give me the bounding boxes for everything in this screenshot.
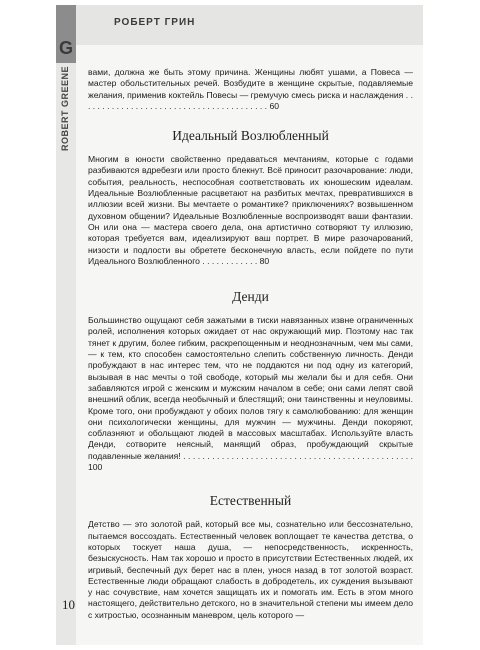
section-title-natural: Естественный — [209, 493, 292, 509]
intro-entry — [88, 67, 413, 112]
logo-letter: G — [59, 38, 74, 58]
book-page — [56, 5, 423, 645]
section-text: Многим в юности свойственно предаваться мечтаниям, которые с годами разбиваются вдребезги или просто блекнут. Всё приносит разочарование: люди, события, реальность, неспособная соответствовать их юношеским идеалам. Идеальные Возлюбленные расцветают на разбитых мечтах, превратившихся в иллюзии всей жизни. Вы мечтаете о романтике? приключениях? возвышенном духовном общении? Идеальные Возлюбленные воспроизводят ваши фантазии. Он или она — мастера своего дела, она артистично сотворяют ту иллюзию, которая требуется вам, идеализируют ваш портрет. В мире разочарований, низости и подлости вы обретете бесконечную власть, если пойдете по пути Идеального Возлюбленного — [88, 154, 413, 266]
page-number: 10 — [62, 597, 75, 612]
section-body-natural — [88, 519, 413, 621]
section-page-ref: 80 — [259, 255, 270, 266]
section-leader: . . . . . . . . . . . . . . . . . . . . . . . . . . . . . . . . . . . . . . . . . . . . . . . . — [180, 450, 413, 461]
section-text: Детство — это золотой рай, который все мы, сознательно или бессознательно, пытаемся воссоздать. Естественный человек воплощает те качества детства, о которых тоскует наша душа, — непосредственность, искренность, безыскусность. Нам так хорошо и просто в присутствии Естественных людей, их игривый, беспечный дух берет нас в плен, унося назад в тот золотой возраст. Естественные люди обращают слабость в добродетель, их суждения вызывают у нас сочувствие, нам хочется защищать их и помогать им. Есть в этом много настоящего, действительно детского, но в значительной степени мы имеем дело с хитростью, осознанным маневром, цель которого — — [88, 519, 413, 620]
section-page-ref: 100 — [88, 462, 103, 473]
section-title-dandy: Денди — [232, 289, 269, 305]
intro-page-ref: 60 — [269, 100, 280, 111]
side-author-label: ROBERT GREENE — [60, 65, 70, 151]
content — [88, 67, 413, 621]
running-header: РОБЕРТ ГРИН — [114, 17, 196, 28]
section-text: Большинство ощущают себя зажатыми в тиски навязанных извне ограниченных ролей, исполнения которых ожидает от нас окружающий мир. Поэтому нас так тянет к другим, более гибким, раскрепощенным и неоднозначным, чем мы сами, — к тем, кто способен самостоятельно слепить собственную личность. Денди пробуждают в нас интерес тем, что не поддаются ни под одну из категорий, вызывая в нас мечты о той свободе, который мы желали бы и для себя. Они забавляются игрой с женским и мужским началом в себе; они сами лепят свой внешний облик, всегда необычный и блестящий; они таинственны и неуловимы. Кроме того, они пробуждают у обоих полов тягу к самолюбованию: для женщин они психологически женщины, для мужчин — мужчины. Денди покоряют, соблазняют и обольщают людей в массовых масштабах. Используйте власть Денди, сотворите неясный, манящий образ, пробуждающий скрытые подавленные желания! — [88, 315, 413, 461]
intro-leader: . . . . . . . . . . . . . . . . . . . . . . . . . . . . . . . . . . . . . . . . — [88, 89, 413, 111]
section-body-ideal-lover — [88, 154, 413, 267]
section-title-ideal-lover: Идеальный Возлюбленный — [172, 128, 329, 144]
section-body-dandy — [88, 315, 413, 473]
section-leader: . . . . . . . . . . . . — [199, 255, 260, 266]
intro-text: вами, должна же быть этому причина. Женщины любят ушами, а Повеса — мастер обольстительных речей. Возбудите в женщине скрытые, подавляемые желания, применив коктейль Повесы — гремучую смесь риска и наслаждения — [88, 67, 413, 100]
